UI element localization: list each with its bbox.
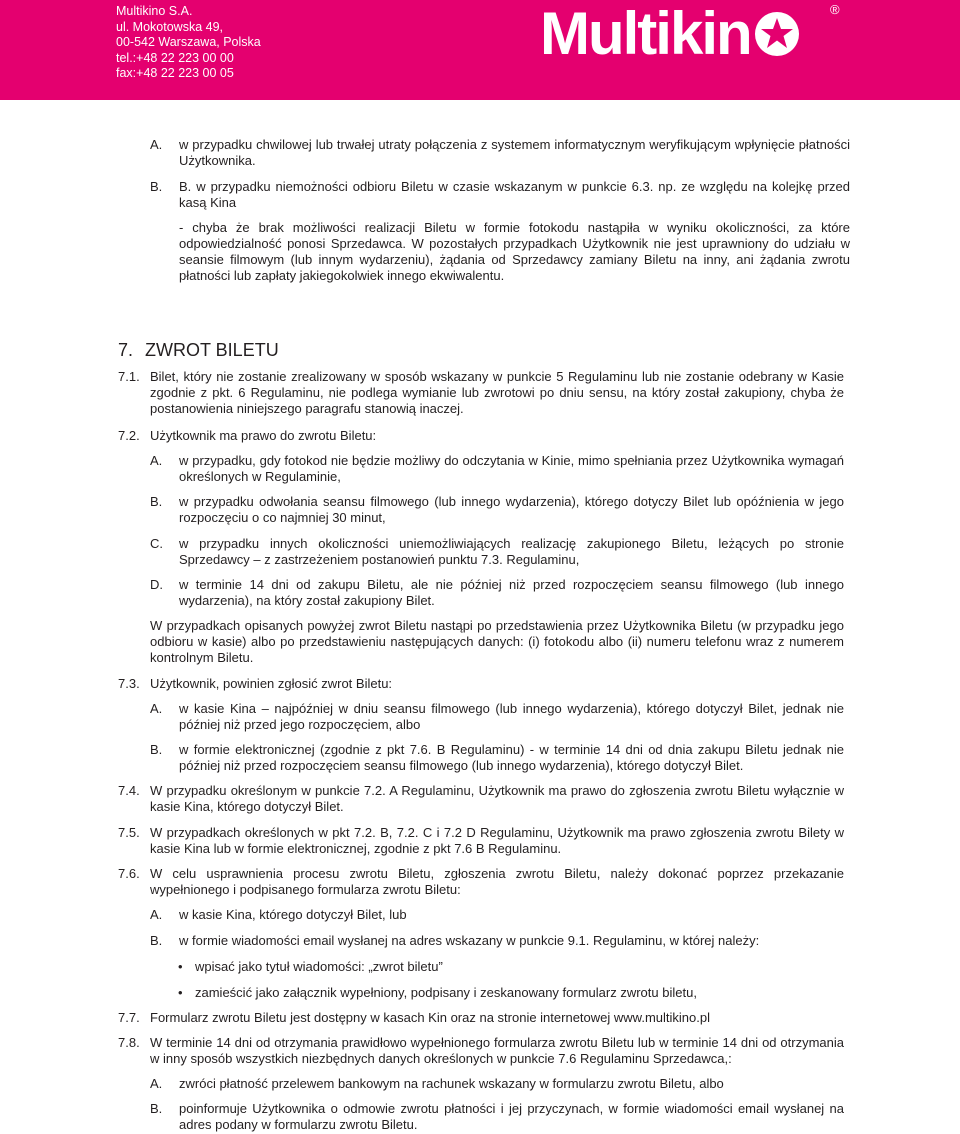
clause-number: 7.8. — [118, 1035, 140, 1050]
clause-text: Bilet, który nie zostanie zrealizowany w sposób wskazany w punkcie 5 Regulaminu lub nie zostanie odebrany w Kasie zgodnie z pkt. 6 Regulaminu, nie podlega wymianie lub zwrotowi po dniu sensu, na który został zakupiony, chyba że postanowienia niniejszego paragrafu stanowią inaczej. — [150, 369, 844, 416]
clause-text: Użytkownik ma prawo do zwrotu Biletu: — [150, 428, 377, 443]
subitem-label: B. — [150, 933, 163, 948]
clause-number: 7.3. — [118, 676, 140, 691]
subitem-label: A. — [150, 907, 163, 922]
page-header — [0, 0, 960, 100]
bullet-dot: • — [178, 985, 183, 1000]
subitem-label: A. — [150, 453, 163, 468]
clause-number: 7.2. — [118, 428, 140, 443]
subitem-text: w formie elektronicznej (zgodnie z pkt 7.6. B Regulaminu) - w terminie 14 dni od dnia zakupu Biletu jednak nie później niż przed rozpoczęciem seansu filmowego (lub innego wydarzenia), którego dotyczył Bilet. — [179, 742, 844, 773]
subitem-label: A. — [150, 701, 163, 716]
company-street: ul. Mokotowska 49, — [116, 19, 223, 34]
clause-text: W terminie 14 dni od otrzymania prawidłowo wypełnionego formularza zwrotu Biletu lub w terminie 14 dni od otrzymania w inny sposób wszystkich niezbędnych danych określonych w punkcie 7.6 Regulaminu Sprzedawca,: — [150, 1035, 844, 1066]
subitem-label: B. — [150, 1101, 163, 1116]
item-label: A. — [150, 137, 163, 152]
clause-number: 7.4. — [118, 783, 140, 798]
subitem-text: zwróci płatność przelewem bankowym na rachunek wskazany w formularzu zwrotu Biletu, albo — [179, 1076, 724, 1091]
section-number: 7. — [118, 340, 134, 360]
subitem-text: w terminie 14 dni od zakupu Biletu, ale nie później niż przed rozpoczęciem seansu filmowego (lub innego wydarzenia), na który został zakupiony Bilet. — [179, 577, 844, 608]
subitem-text: w przypadku innych okoliczności uniemożliwiających realizację zakupionego Biletu, leżących po stronie Sprzedawcy – z zastrzeżeniem postanowień punktu 7.3. Regulaminu, — [179, 536, 844, 567]
clause-text: W celu usprawnienia procesu zwrotu Biletu, zgłoszenia zwrotu Biletu, należy dokonać poprzez przekazanie wypełnionego i podpisanego formularza zwrotu Biletu: — [150, 866, 844, 897]
section-heading — [118, 338, 279, 362]
subitem-text: w kasie Kina – najpóźniej w dniu seansu filmowego (lub innego wydarzenia), którego dotyczył Bilet, jednak nie później niż przed jego rozpoczęciem, albo — [179, 701, 844, 732]
subitem-text: poinformuje Użytkownika o odmowie zwrotu płatności i jej przyczynach, w formie wiadomości email wysłanej na adres podany w formularzu zwrotu Biletu. — [179, 1101, 844, 1132]
bullet-text: zamieścić jako załącznik wypełniony, podpisany i zeskanowany formularz zwrotu biletu, — [195, 985, 697, 1000]
registered-mark: ® — [830, 2, 840, 17]
subitem-label: D. — [150, 577, 163, 592]
clause-paragraph: W przypadkach opisanych powyżej zwrot Biletu nastąpi po przedstawienia przez Użytkownika Biletu (w przypadku jego odbioru w kasie) albo po przedstawieniu następujących danych: (i) fotokodu albo (ii) numeru telefonu wraz z numerem kontrolnym Biletu. — [150, 618, 844, 665]
clause-number: 7.7. — [118, 1010, 140, 1025]
item-text: B. w przypadku niemożności odbioru Biletu w czasie wskazanym w punkcie 6.3. np. ze względu na kolejkę przed kasą Kina — [179, 179, 850, 210]
subitem-text: w formie wiadomości email wysłanej na adres wskazany w punkcie 9.1. Regulaminu, w której należy: — [179, 933, 760, 948]
clause-text: W przypadku określonym w punkcie 7.2. A Regulaminu, Użytkownik ma prawo do zgłoszenia zwrotu Biletu wyłącznie w kasie Kina, którego dotyczył Bilet. — [150, 783, 844, 814]
subitem-label: B. — [150, 494, 163, 509]
company-city: 00-542 Warszawa, Polska — [116, 35, 261, 49]
bullet-dot: • — [178, 959, 183, 974]
clause-text: Formularz zwrotu Biletu jest dostępny w kasach Kin oraz na stronie internetowej www.multikino.pl — [150, 1010, 710, 1025]
logo-star-o-icon — [752, 9, 802, 59]
item-text: - chyba że brak możliwości realizacji Biletu w formie fotokodu nastąpiła w wyniku okoliczności, za które odpowiedzialność ponosi Sprzedawca. W pozostałych przypadkach Użytkownik nie jest uprawniony do udziału w seansie filmowym (lub innym wydarzeniu), żądania od Sprzedawcy zamiany Biletu na inny, ani żądania zwrotu płatności lub zapłaty jakiegokolwiek innego ekwiwalentu. — [179, 220, 850, 283]
company-fax: fax:+48 22 223 00 05 — [116, 66, 234, 80]
clause-text: Użytkownik, powinien zgłosić zwrot Biletu: — [150, 676, 393, 691]
logo-text: Multikin — [540, 0, 751, 67]
subitem-label: A. — [150, 1076, 163, 1091]
clause-number: 7.6. — [118, 866, 140, 881]
company-address — [116, 4, 261, 82]
subitem-text: w przypadku, gdy fotokod nie będzie możliwy do odczytania w Kinie, mimo spełniania przez Użytkownika wymagań określonych w Regulaminie, — [179, 453, 844, 484]
company-name: Multikino S.A. — [116, 4, 193, 18]
subitem-text: w przypadku odwołania seansu filmowego (lub innego wydarzenia), którego dotyczy Bilet lub opóźnienia w jego rozpoczęciu o co najmniej 30 minut, — [179, 494, 844, 525]
bullet-text: wpisać jako tytuł wiadomości: „zwrot biletu” — [195, 959, 443, 974]
multikino-logo — [540, 0, 802, 68]
item-text: w przypadku chwilowej lub trwałej utraty połączenia z systemem informatycznym weryfikującym wpłynięcie płatności Użytkownika. — [179, 137, 850, 168]
subitem-label: B. — [150, 742, 163, 757]
clause-text: W przypadkach określonych w pkt 7.2. B, 7.2. C i 7.2 D Regulaminu, Użytkownik ma prawo zgłoszenia zwrotu Bilety w kasie Kina lub w formie elektronicznej, zgodnie z pkt 7.6 B Regulaminu. — [150, 825, 844, 856]
subitem-text: w kasie Kina, którego dotyczył Bilet, lub — [179, 907, 407, 922]
subitem-label: C. — [150, 536, 163, 551]
clause-number: 7.5. — [118, 825, 140, 840]
company-phone: tel.:+48 22 223 00 00 — [116, 50, 234, 65]
clause-number: 7.1. — [118, 369, 140, 384]
section-title: ZWROT BILETU — [145, 340, 279, 360]
item-label: B. — [150, 179, 163, 194]
